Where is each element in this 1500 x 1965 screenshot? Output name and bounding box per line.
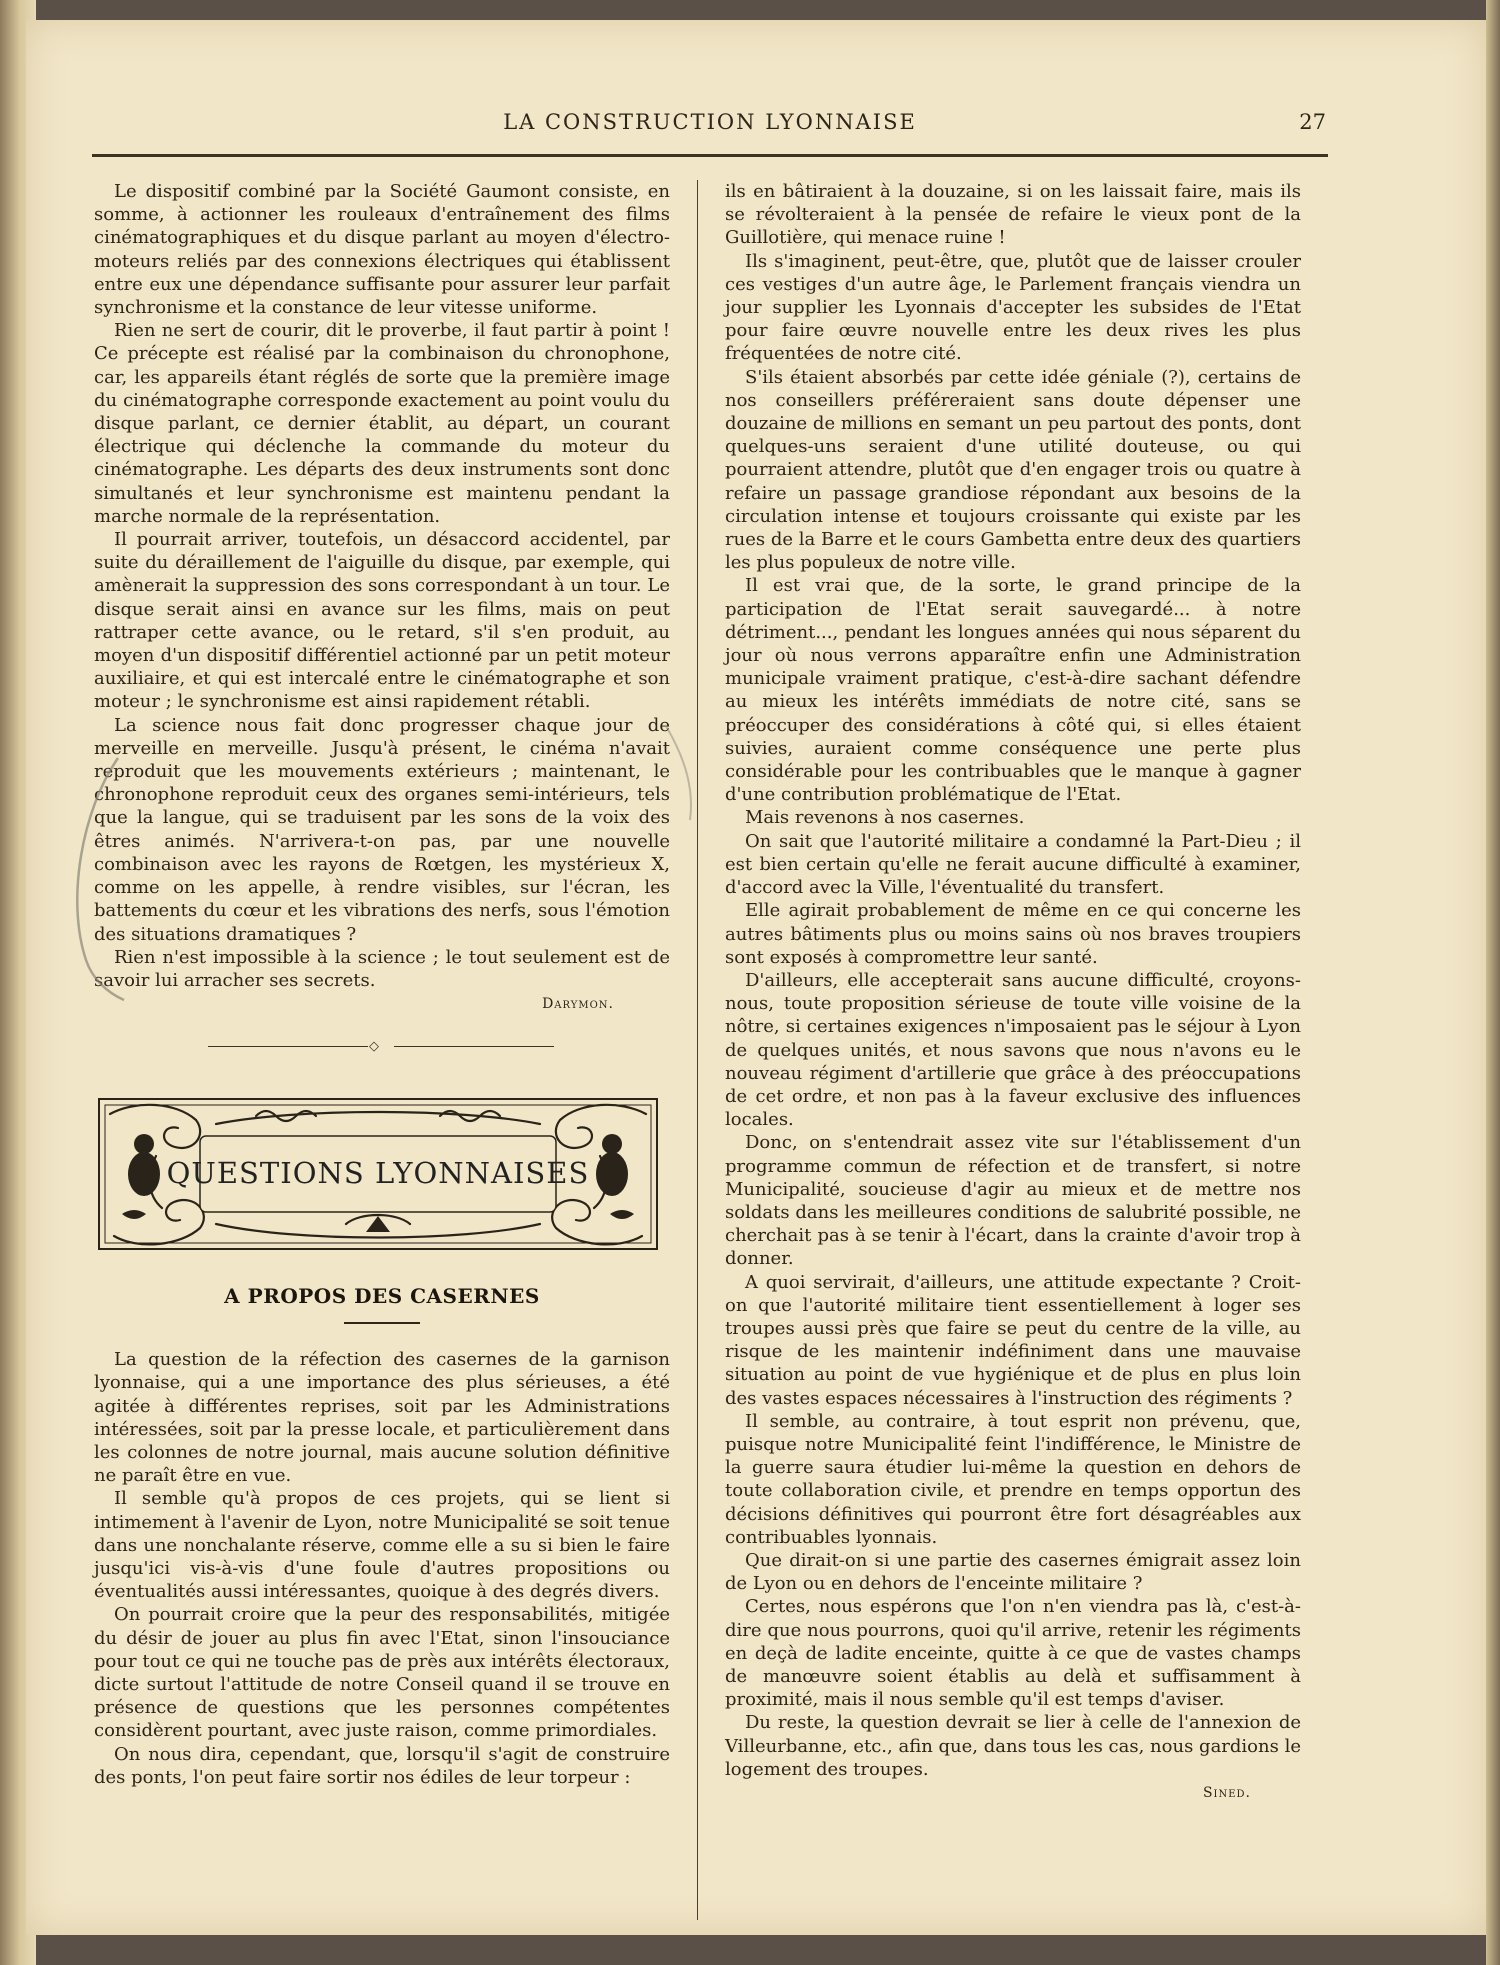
right-column	[725, 180, 1301, 1801]
page-header	[92, 92, 1328, 136]
separator-line	[394, 1046, 554, 1047]
paragraph: Il semble, au contraire, à tout esprit non prévenu, que, puisque notre Municipalité feint l'indifférence, le Ministre de la guerre saura étudier lui-même la question en dehors de toute collaboration civile, et prendre en temps opportun des décisions définitives qui pourront être fort désagréables aux contribuables lyonnais.	[725, 1410, 1301, 1548]
paragraph: La science nous fait donc progresser chaque jour de merveille en merveille. Jusqu'à présent, le cinéma n'avait reproduit que les mouvements extérieurs ; maintenant, le chronophone reproduit ceux des organes semi-intérieurs, tels que la langue, qui se traduisent par les sons de la voix des êtres animés. N'arrivera-t-on pas, par une nouvelle combinaison avec les rayons de Rœtgen, les mystérieux X, comme on les appelle, à rendre visibles, sur l'écran, les battements du cœur et les vibrations des nerfs, sous l'émotion des situations dramatiques ?	[94, 714, 670, 945]
author-signature: Darymon.	[542, 996, 614, 1013]
section-separator	[94, 1034, 670, 1060]
magazine-page	[26, 20, 1486, 1935]
page-stack-edge	[1486, 0, 1500, 1965]
running-title: LA CONSTRUCTION LYONNAISE	[503, 110, 917, 134]
paragraph: Ils s'imaginent, peut-être, que, plutôt que de laisser crouler ces vestiges d'un autre âge, le Parlement français viendra un jour supplier les Lyonnais d'accepter les subsides de l'Etat pour faire œuvre nouvelle entre les deux rives les plus fréquentées de notre cité.	[725, 250, 1301, 365]
page-number: 27	[1299, 110, 1326, 134]
paragraph: Elle agirait probablement de même en ce qui concerne les autres bâtiments plus ou moins sains où nos braves troupiers sont exposés à compromettre leur santé.	[725, 900, 1301, 968]
header-rule	[92, 154, 1328, 157]
separator-line	[208, 1046, 368, 1047]
paragraph: Donc, on s'entendrait assez vite sur l'établissement d'un programme commun de réfection et de transfert, si notre Municipalité, soucieuse d'agir au mieux et de mettre nos soldats dans les meilleures conditions de salubrité possible, ne cherchait pas à se tenir à l'écart, dans la crainte d'avoir trop à donner.	[725, 1132, 1301, 1270]
paragraph: Il est vrai que, de la sorte, le grand principe de la participation de l'Etat serait sauvegardé... à notre détriment..., pendant les longues années qui nous séparent du jour où nous verrons apparaître enfin une Administration municipale vraiment pratique, c'est-à-dire sachant défendre au mieux les intérêts immédiats de notre cité, sans se préoccuper des considérations à côté qui, si elles étaient suivies, auraient comme conséquence une perte plus considérable pour les contribuables que le manque à gagner d'une contribution problématique de l'Etat.	[725, 575, 1301, 806]
left-column	[94, 180, 670, 1789]
paragraph: Que dirait-on si une partie des casernes émigrait assez loin de Lyon ou en dehors de l'enceinte militaire ?	[725, 1549, 1301, 1595]
paragraph: Rien n'est impossible à la science ; le tout seulement est de savoir lui arracher ses secrets.	[94, 946, 670, 991]
paragraph: ils en bâtiraient à la douzaine, si on les laissait faire, mais ils se révolteraient à la pensée de refaire le vieux pont de la Guillotière, qui menace ruine !	[725, 181, 1301, 249]
section-title: QUESTIONS LYONNAISES	[166, 1156, 590, 1191]
paragraph: A quoi servirait, d'ailleurs, une attitude expectante ? Croit-on que l'autorité militaire tient essentiellement à loger ses troupes aussi près que faire se peut du centre de la ville, au risque de les maintenir indéfiniment dans une mauvaise situation au point de vue hygiénique et de plus en plus loin des vastes espaces nécessaires à l'instruction des régiments ?	[725, 1271, 1301, 1409]
paragraph: Il semble qu'à propos de ces projets, qui se lient si intimement à l'avenir de Lyon, notre Municipalité se soit tenue dans une nonchalante réserve, comme elle a su si bien le faire jusqu'ici vis-à-vis d'une foule d'autres propositions ou éventualités aussi intéressantes, quoique à des degrés divers.	[94, 1488, 670, 1603]
section-banner	[96, 1096, 660, 1252]
paragraph: Le dispositif combiné par la Société Gaumont consiste, en somme, à actionner les rouleaux d'entraînement des films cinématographiques et du disque parlant au moyen d'électro-moteurs reliés par des connexions électriques qui établissent entre eux une dépendance suffisante pour assurer leur parfait synchronisme et la constance de leur vitesse uniforme.	[94, 181, 670, 319]
column-divider	[697, 180, 698, 1920]
paragraph: Il pourrait arriver, toutefois, un désaccord accidentel, par suite du déraillement de l'aiguille du disque, par exemple, qui amènerait la suppression des sons correspondant à un tour. Le disque serait ainsi en avance sur les films, mais on peut rattraper cette avance, ou le retard, s'il s'en produit, au moyen d'un dispositif différentiel actionné par un petit moteur auxiliaire, et qui est intercalé entre le cinématographe et son moteur ; le synchronisme est ainsi rapidement rétabli.	[94, 529, 670, 713]
previous-article-continuation	[94, 180, 670, 1012]
paragraph: On sait que l'autorité militaire a condamné la Part-Dieu ; il est bien certain qu'elle ne ferait aucune difficulté à examiner, d'accord avec la Ville, l'éventualité du transfert.	[725, 830, 1301, 899]
paragraph: Mais revenons à nos casernes.	[745, 807, 1025, 829]
article-title: A PROPOS DES CASERNES	[224, 1284, 540, 1309]
title-rule	[344, 1322, 420, 1324]
paragraph: La question de la réfection des casernes de la garnison lyonnaise, qui a une importance des plus sérieuses, a été agitée à différentes reprises, soit par les Administrations intéressées, soit par la presse locale, et particulièrement dans les colonnes de notre journal, mais aucune solution définitive ne paraît être en vue.	[94, 1349, 670, 1487]
paragraph: On pourrait croire que la peur des responsabilités, mitigée du désir de jouer au plus fin avec l'Etat, sinon l'insouciance pour tout ce qui ne touche pas de près aux intérêts électoraux, dicte surtout l'attitude de notre Conseil quand il se trouve en présence de questions que les personnes compétentes considèrent pourtant, avec juste raison, comme primordiales.	[94, 1604, 670, 1742]
paragraph: S'ils étaient absorbés par cette idée géniale (?), certains de nos conseillers préféreraient sans doute dépenser une douzaine de millions en semant un peu partout des ponts, dont quelques-uns seraient d'une utilité douteuse, ou qui pourraient attendre, plutôt que d'en engager trois ou quatre à refaire un passage grandiose répondant aux besoins de la circulation intense et toujours croissante qui existe par les rues de la Barre et le cours Gambetta entre deux des quartiers les plus populeux de notre ville.	[725, 366, 1301, 574]
article-body-left	[94, 1348, 670, 1789]
paragraph: D'ailleurs, elle accepterait sans aucune difficulté, croyons-nous, toute proposition sérieuse de toute ville voisine de la nôtre, si certaines exigences n'imposaient pas le séjour à Lyon de quelques unités, et nous savons que nous n'avons eu le nouveau régiment d'artillerie que grâce à des préoccupations de cet ordre, et non pas à la faveur exclusive des influences locales.	[725, 969, 1301, 1131]
paragraph: Du reste, la question devrait se lier à celle de l'annexion de Villeurbanne, etc., afin que, dans tous les cas, nous gardions le logement des troupes.	[725, 1712, 1301, 1780]
author-signature: Sined.	[1202, 1785, 1251, 1802]
paragraph: Certes, nous espérons que l'on n'en viendra pas là, c'est-à-dire que nous pourrons, quoi qu'il arrive, retenir les régiments en deçà de ladite enceinte, quitte à ce que de vastes champs de manœuvre soient établis au delà et suffisamment à proximité, mais il nous semble qu'il est temps d'aviser.	[725, 1596, 1301, 1711]
paragraph: On nous dira, cependant, que, lorsqu'il s'agit de construire des ponts, l'on peut faire sortir nos édiles de leur torpeur :	[94, 1743, 670, 1788]
diamond-ornament-icon: ◇	[369, 1039, 379, 1055]
paragraph: Rien ne sert de courir, dit le proverbe, il faut partir à point ! Ce précepte est réalisé par la combinaison du chronophone, car, les appareils étant réglés de sorte que la première image du cinématographe corresponde exactement au point voulu du disque parlant, ce dernier établit, au départ, un courant électrique qui déclenche la commande du moteur du cinématographe. Les départs des deux instruments sont donc simultanés et leur synchronisme est maintenu pendant la marche normale de la représentation.	[94, 320, 670, 527]
